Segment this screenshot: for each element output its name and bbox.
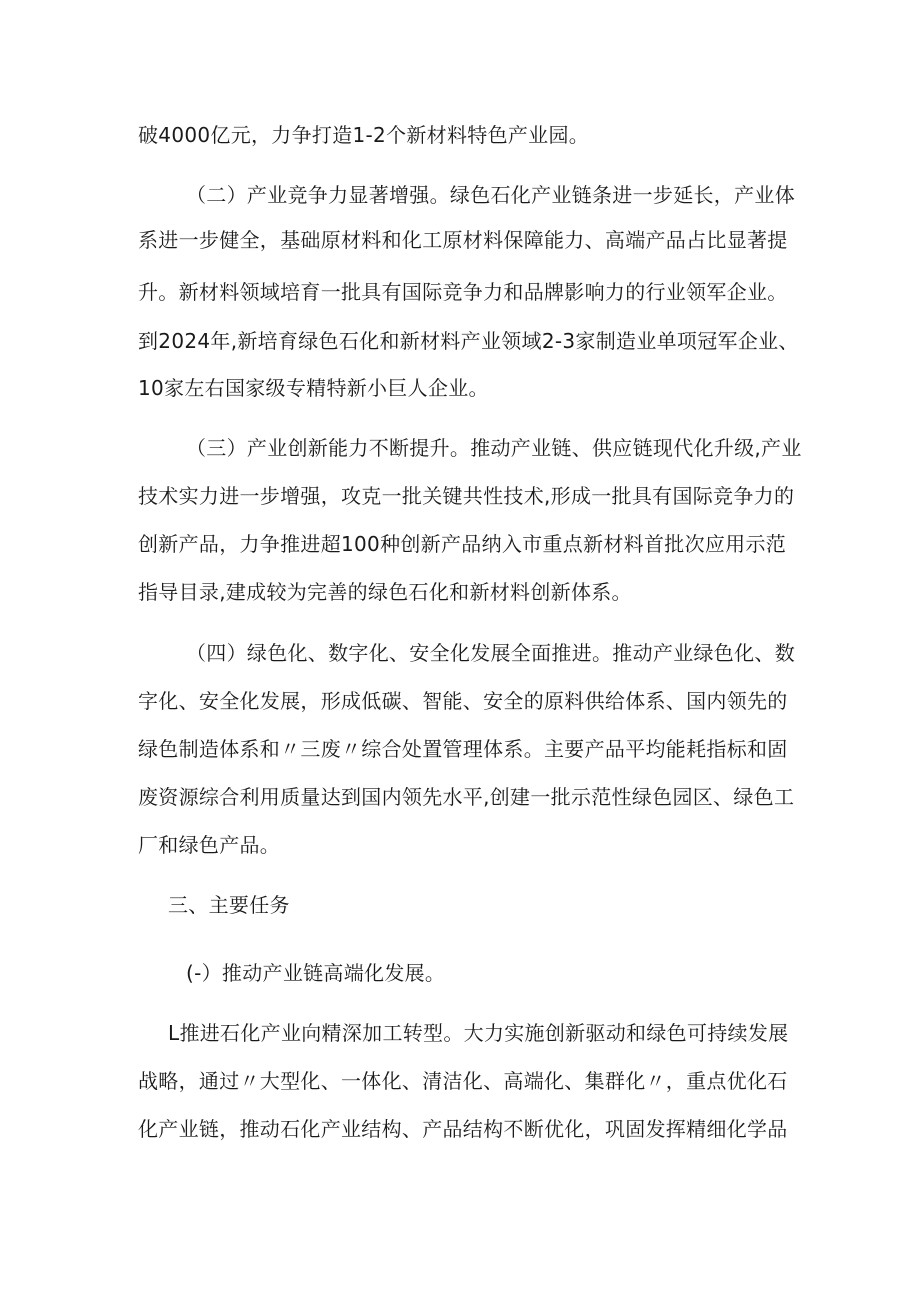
text-line: （二）产业竞争力显著增强。绿色石化产业链条进一步延长，产业体 [186, 183, 795, 207]
text-line: 字化、安全化发展，形成低碳、智能、安全的原料供给体系、国内领先的 [138, 689, 788, 713]
subsection-heading: (-）推动产业链高端化发展。 [186, 961, 446, 985]
text-line: （三）产业创新能力不断提升。推动产业链、供应链现代化升级,产业 [186, 436, 802, 460]
text-line: 厂和绿色产品。 [138, 833, 281, 857]
text-line: 技术实力进一步增强，攻克一批关键共性技术,形成一批具有国际竞争力的 [138, 484, 795, 508]
text-line: 创新产品，力争推进超100种创新产品纳入市重点新材料首批次应用示范 [138, 532, 787, 556]
text-line: 化产业链，推动石化产业结构、产品结构不断优化，巩固发挥精细化学品 [138, 1117, 788, 1141]
section-heading: 三、主要任务 [168, 893, 290, 917]
text-line: L推进石化产业向精深加工转型。大力实施创新驱动和绿色可持续发展 [168, 1021, 789, 1045]
text-line: 系进一步健全，基础原材料和化工原材料保障能力、高端产品占比显著提 [138, 228, 788, 252]
text-line: （四）绿色化、数字化、安全化发展全面推进。推动产业绿色化、数 [186, 641, 795, 665]
text-line: 升。新材料领域培育一批具有国际竞争力和品牌影响力的行业领军企业。 [138, 280, 788, 304]
text-line: 10家左右国家级专精特新小巨人企业。 [138, 376, 489, 400]
text-line: 到2024年,新培育绿色石化和新材料产业领域2-3家制造业单项冠军企业、 [138, 329, 799, 353]
text-line: 破4000亿元，力争打造1-2个新材料特色产业园。 [138, 123, 590, 147]
text-line: 指导目录,建成较为完善的绿色石化和新材料创新体系。 [138, 580, 632, 604]
text-line: 废资源综合利用质量达到国内领先水平,创建一批示范性绿色园区、绿色工 [138, 785, 795, 809]
text-line: 绿色制造体系和〃三废〃综合处置管理体系。主要产品平均能耗指标和固 [138, 737, 788, 761]
text-line: 战略，通过〃大型化、一体化、清洁化、高端化、集群化〃，重点优化石 [138, 1069, 788, 1093]
